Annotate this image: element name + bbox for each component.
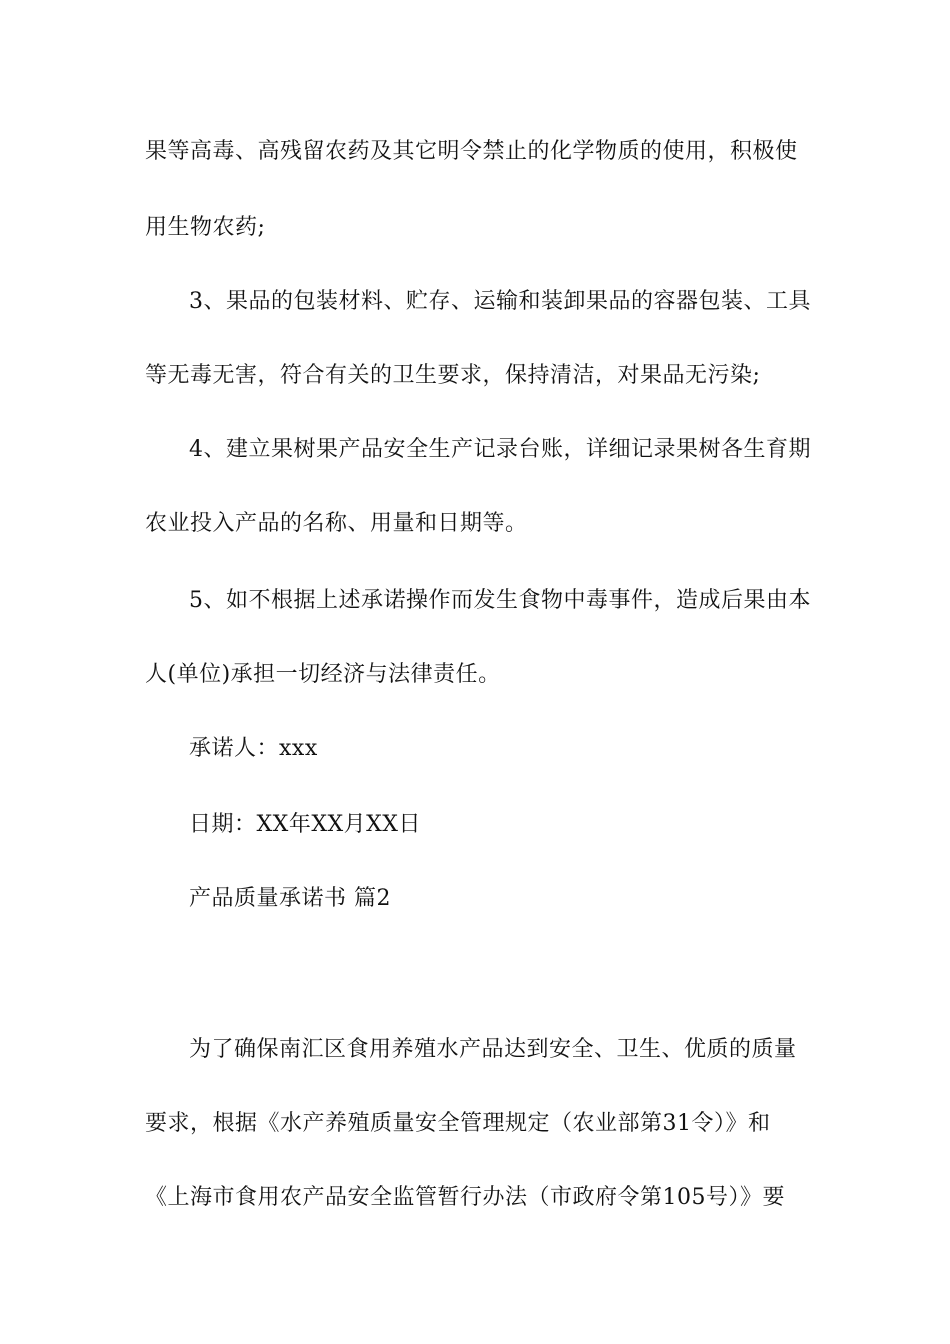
paragraph-line: 《上海市食用农产品安全监管暂行办法（市政府令第105号）》要 — [145, 1185, 785, 1210]
paragraph-line: 3、果品的包装材料、贮存、运输和装卸果品的容器包装、工具 — [189, 289, 811, 314]
paragraph-line: 人(单位)承担一切经济与法律责任。 — [145, 662, 501, 687]
paragraph-line: 果等高毒、高残留农药及其它明令禁止的化学物质的使用，积极使 — [145, 139, 798, 164]
paragraph-line: 农业投入产品的名称、用量和日期等。 — [145, 511, 528, 536]
section-heading: 产品质量承诺书 篇2 — [189, 886, 391, 911]
paragraph-line: 为了确保南汇区食用养殖水产品达到安全、卫生、优质的质量 — [189, 1037, 797, 1062]
paragraph-line: 5、如不根据上述承诺操作而发生食物中毒事件，造成后果由本 — [189, 588, 811, 613]
signatory-line: 承诺人：xxx — [189, 736, 318, 761]
paragraph-line: 要求，根据《水产养殖质量安全管理规定（农业部第31令）》和 — [145, 1111, 771, 1136]
paragraph-line: 用生物农药; — [145, 215, 266, 240]
paragraph-line: 等无毒无害，符合有关的卫生要求，保持清洁，对果品无污染; — [145, 363, 761, 388]
date-line: 日期：XX年XX月XX日 — [189, 812, 421, 837]
paragraph-line: 4、建立果树果产品安全生产记录台账，详细记录果树各生育期 — [189, 437, 811, 462]
